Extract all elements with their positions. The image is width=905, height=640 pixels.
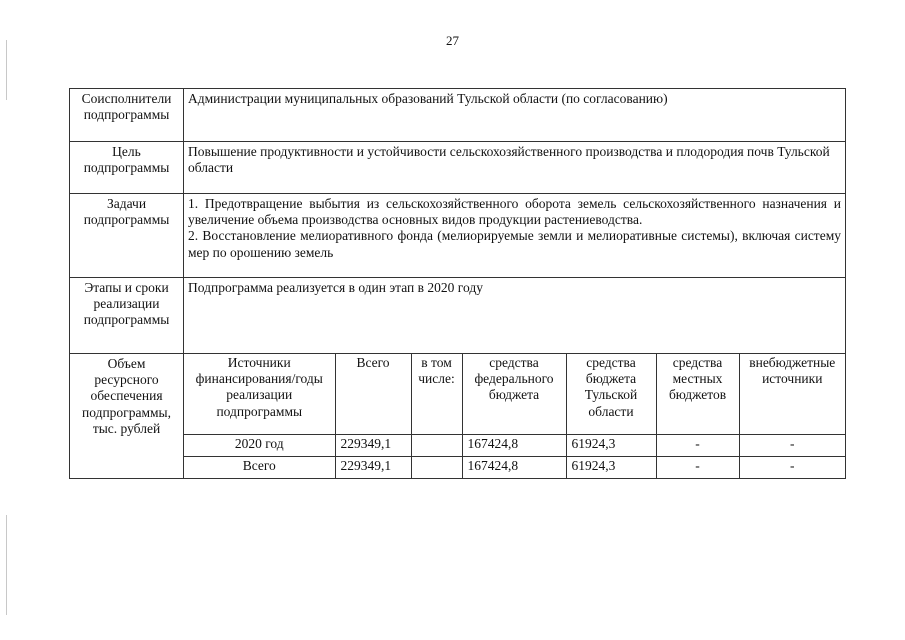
row-label: 2020 год (184, 434, 335, 456)
row-extra: - (739, 434, 845, 456)
row-tasks (70, 194, 846, 278)
row-funding (70, 354, 846, 479)
funding-table (184, 354, 845, 478)
row-label: Всего (184, 456, 335, 478)
header-federal: средства федерального бюджета (462, 354, 566, 434)
goal-value: Повышение продуктивности и устойчивости сельскохозяйственного производства и плодородия почв Тульской области (184, 142, 846, 194)
scan-margin-mark (6, 515, 7, 615)
header-total: Всего (335, 354, 411, 434)
row-federal: 167424,8 (462, 434, 566, 456)
row-coexecutors (70, 89, 846, 142)
task-item: 2. Восстановление мелиоративного фонда (мелиорируемые земли и мелиоративные системы), включая систему мер по орошению земель (188, 228, 841, 260)
row-goal (70, 142, 846, 194)
row-including (411, 434, 462, 456)
scan-margin-mark (6, 40, 7, 100)
funding-cell (184, 354, 846, 479)
row-regional: 61924,3 (566, 456, 656, 478)
row-federal: 167424,8 (462, 456, 566, 478)
funding-header-row (184, 354, 845, 434)
header-extra: внебюджетные источники (739, 354, 845, 434)
coexecutors-value: Администрации муниципальных образований Тульской области (по согласованию) (184, 89, 846, 142)
goal-label: Цель подпрограммы (70, 142, 184, 194)
table-row (184, 456, 845, 478)
tasks-value (184, 194, 846, 278)
tasks-label: Задачи подпрограммы (70, 194, 184, 278)
row-local: - (656, 456, 739, 478)
row-stages (70, 278, 846, 354)
row-regional: 61924,3 (566, 434, 656, 456)
stages-label: Этапы и сроки реализации подпрограммы (70, 278, 184, 354)
header-sources: Источники финансирования/годы реализации подпрограммы (184, 354, 335, 434)
page-number: 27 (446, 33, 459, 48)
coexecutors-label: Соисполнители подпрограммы (70, 89, 184, 142)
table-row (184, 434, 845, 456)
funding-label: Объем ресурсного обеспечения подпрограммы, тыс. рублей (70, 354, 184, 479)
row-local: - (656, 434, 739, 456)
stages-value: Подпрограмма реализуется в один этап в 2020 году (184, 278, 846, 354)
row-total: 229349,1 (335, 434, 411, 456)
row-extra: - (739, 456, 845, 478)
header-including: в том числе: (411, 354, 462, 434)
task-item: 1. Предотвращение выбытия из сельскохозяйственного оборота земель сельскохозяйственного назначения и увеличение объема производства основных видов продукции растениеводства. (188, 196, 841, 228)
row-including (411, 456, 462, 478)
subprogram-passport-table (69, 88, 846, 479)
row-total: 229349,1 (335, 456, 411, 478)
header-local: средства местных бюджетов (656, 354, 739, 434)
header-regional: средства бюджета Тульской области (566, 354, 656, 434)
